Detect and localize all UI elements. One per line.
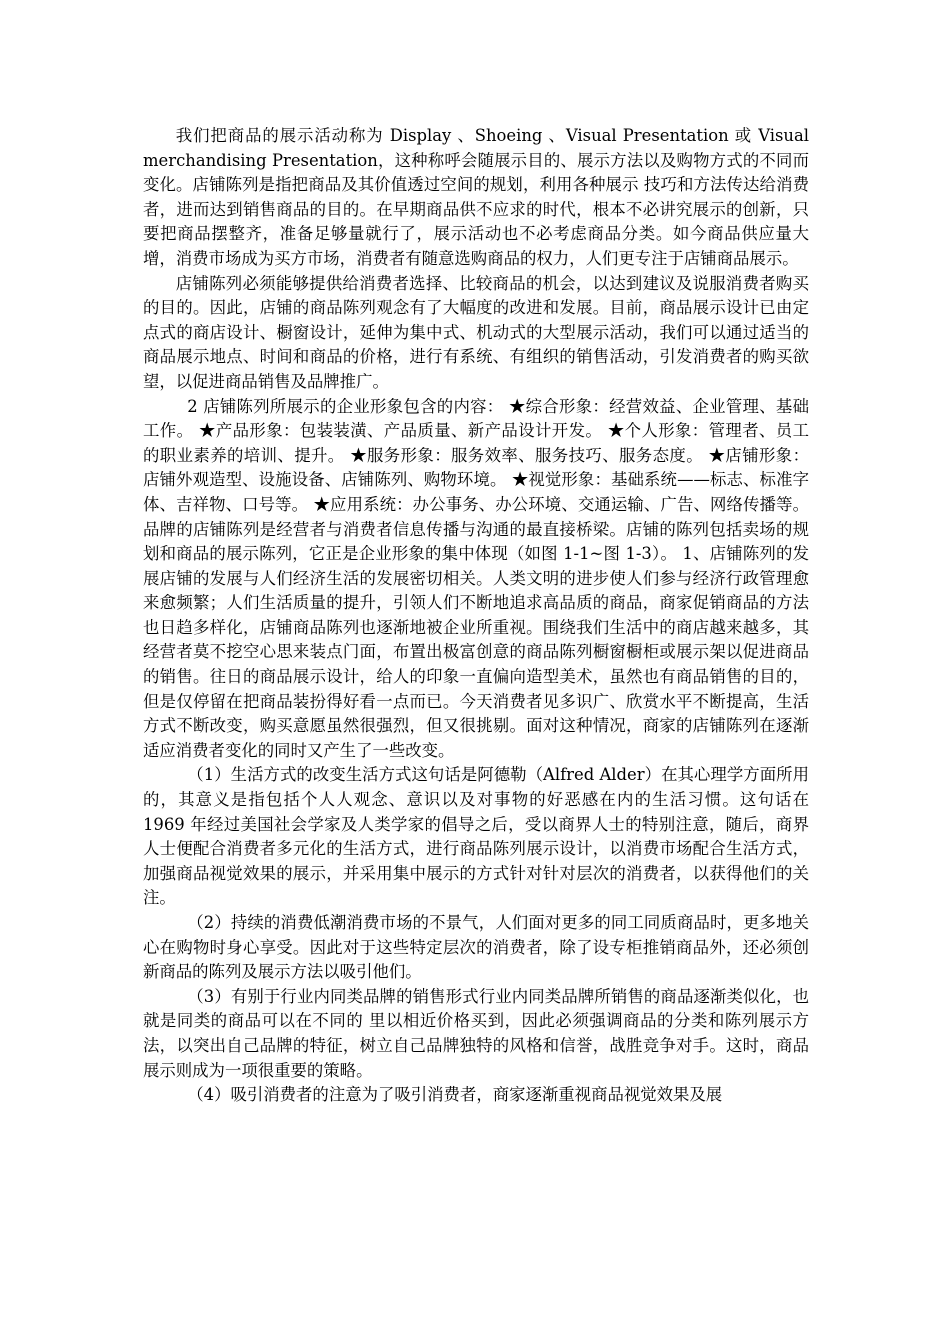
paragraph-display-intro: 我们把商品的展示活动称为 Display 、Shoeing 、Visual Presentation 或 Visual merchandising Presentation，这种称呼会随展示目的、展示方法以及购物方式的不同而变化。店铺陈列是指把商品及其价值透过空间的规划，利用各种展示 技巧和方法传达给消费者，进而达到销售商品的目的。在早期商品供不应求的时代，根本不必讲究展示的创新，只要把商品摆整齐，准备足够量就行了，展示活动也不必考虑商品分类。如今商品供应量大增，消费市场成为买方市场，消费者有随意选购商品的权力，人们更专注于店铺商品展示。 <box>143 126 809 268</box>
paragraph-brand-differentiation: （3）有别于行业内同类品牌的销售形式行业内同类品牌所销售的商品逐渐类似化，也就是同类的商品可以在不同的 里以相近价格买到，因此必须强调商品的分类和陈列展示方法，以突出自己品牌的特征，树立自己品牌独特的风格和信誉，战胜竞争对手。这时，商品展示则成为一项很重要的策略。 <box>143 986 809 1080</box>
paragraph-lifestyle-change: （1）生活方式的改变生活方式这句话是阿德勒（Alfred Alder）在其心理学方面所用的，其意义是指包括个人人观念、意识以及对事物的好恶感在内的生活习惯。这句话在 1969 年经过美国社会学家及人类学家的倡导之后，受以商界人士的特别注意，随后，商界人士便配合消费者多元化的生活方式，进行商品陈列展示设计，以消费市场配合生活方式，加强商品视觉效果的展示，并采用集中展示的方式针对针对层次的消费者，以获得他们的关注。 <box>143 765 809 908</box>
document-body <box>143 124 809 1108</box>
paragraph-store-display-purpose: 店铺陈列必须能够提供给消费者选择、比较商品的机会，以达到建议及说服消费者购买的目的。因此，店铺的商品陈列观念有了大幅度的改进和发展。目前，商品展示设计已由定点式的商店设计、橱窗设计，延伸为集中式、机动式的大型展示活动，我们可以通过适当的商品展示地点、时间和商品的价格，进行有系统、有组织的销售活动，引发消费者的购买欲望，以促进商品销售及品牌推广。 <box>143 273 809 391</box>
paragraph-consumer-slump: （2）持续的消费低潮消费市场的不景气，人们面对更多的同工同质商品时，更多地关心在购物时身心享受。因此对于这些特定层次的消费者，除了设专柜推销商品外，还必须创新商品的陈列及展示方法以吸引他们。 <box>143 913 809 982</box>
paragraph-attract-attention: （4）吸引消费者的注意为了吸引消费者，商家逐渐重视商品视觉效果及展 <box>187 1085 723 1105</box>
paragraph-corporate-image: 2 店铺陈列所展示的企业形象包含的内容： ★综合形象：经营效益、企业管理、基础工作。 ★产品形象：包装装潢、产品质量、新产品设计开发。 ★个人形象：管理者、员工的职业素养的培训、提升。 ★服务形象：服务效率、服务技巧、服务态度。 ★店铺形象：店铺外观造型、设施设备、店铺陈列、购物环境。 ★视觉形象：基础系统——标志、标准字体、吉祥物、口号等。 ★应用系统：办公事务、办公环境、交通运输、广告、网络传播等。品牌的店铺陈列是经营者与消费者信息传播与沟通的最直接桥梁。店铺的陈列包括卖场的规划和商品的展示陈列，它正是企业形象的集中体现（如图 1-1~图 1-3）。 1、店铺陈列的发展店铺的发展与人们经济生活的发展密切相关。人类文明的进步使人们参与经济行政管理愈来愈频繁；人们生活质量的提升，引领人们不断地追求高品质的商品，商家促销商品的方法也日趋多样化，店铺商品陈列也逐渐地被企业所重视。围绕我们生活中的商店越来越多，其经营者莫不挖空心思来装点门面，布置出极富创意的商品陈列橱窗橱柜或展示架以促进商品的销售。往日的商品展示设计，给人的印象一直偏向造型美术，虽然也有商品销售的目的，但是仅停留在把商品装扮得好看一点而已。今天消费者见多识广、欣赏水平不断提高，生活方式不断改变，购买意愿虽然很强烈，但又很挑剔。面对这种情况，商家的店铺陈列在逐渐适应消费者变化的同时又产生了一些改变。 <box>143 396 809 760</box>
